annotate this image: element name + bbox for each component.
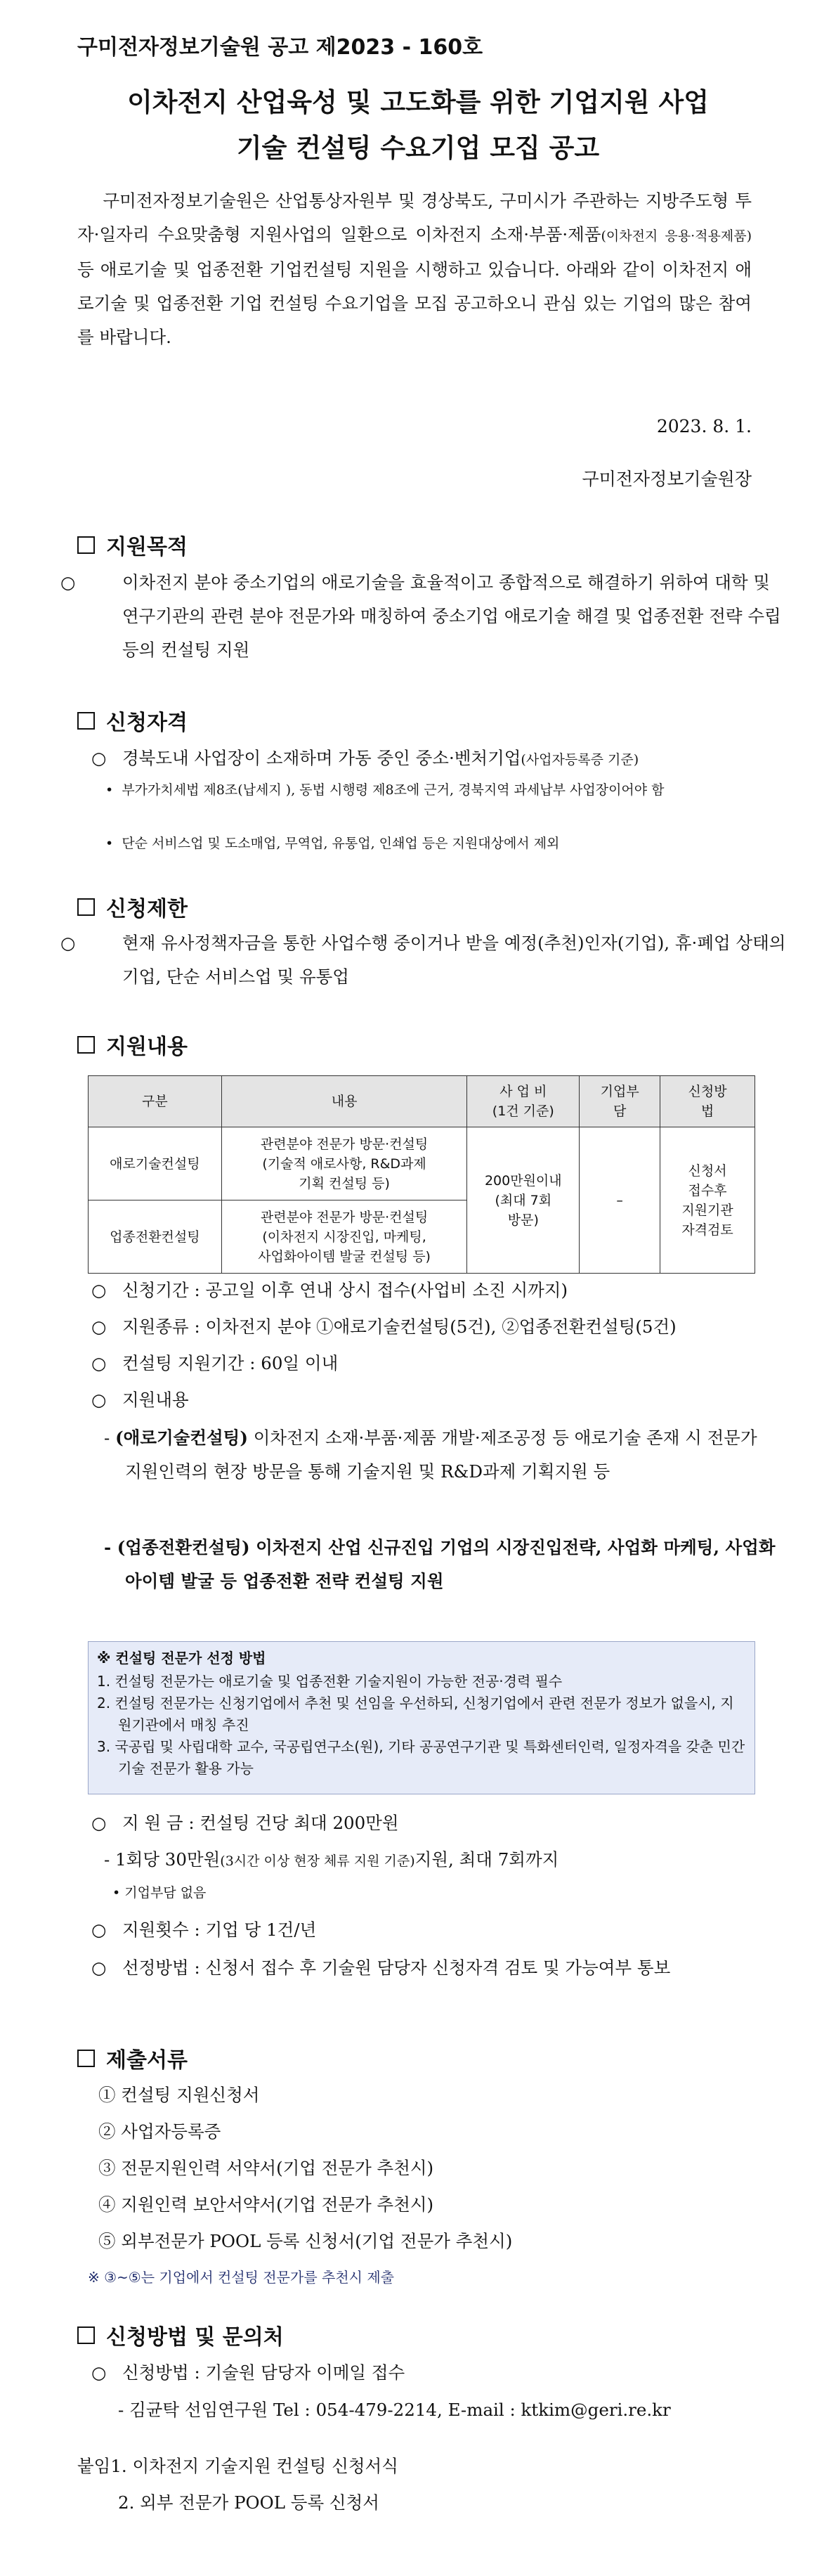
section-contact: [77, 2319, 284, 2350]
issuer-name: 구미전자정보기술원장: [582, 469, 752, 489]
support-item-content: [91, 1383, 759, 1417]
section-documents: [77, 2043, 188, 2073]
support-item-amount: [91, 1806, 759, 1840]
table-cell-burden: –: [580, 1127, 660, 1274]
support-item-text: 신청기간 : 공고일 이후 연내 상시 접수(사업비 소진 시까지): [122, 1280, 568, 1300]
section-purpose: [77, 529, 188, 560]
section-contact-heading: 신청방법 및 문의처: [106, 2325, 284, 2350]
amount-dash: [104, 1843, 757, 1878]
document-item: ⑤ 외부전문가 POOL 등록 신청서(기업 전문가 추천시): [98, 2231, 513, 2251]
support-item-text: 지원종류 : 이차전지 분야 ①애로기술컨설팅(5건), ②업종전환컨설팅(5건): [122, 1316, 677, 1337]
circle-bullet-icon: ○: [91, 1813, 107, 1833]
intro-paragraph: [77, 184, 752, 354]
table-row: [89, 1127, 755, 1200]
attachment-2: 2. 외부 전문가 POOL 등록 신청서: [118, 2492, 379, 2513]
amount-dash-text: - 1회당 30만원: [104, 1849, 221, 1870]
document-item: ② 사업자등록증: [98, 2121, 221, 2142]
circle-bullet-icon: ○: [91, 1280, 107, 1300]
eligibility-note-2-text: 단순 서비스업 및 도소매업, 무역업, 유통업, 인쇄업 등은 지원대상에서 제외: [122, 836, 560, 851]
document-item: ① 컨설팅 지원신청서: [98, 2085, 260, 2105]
dot-bullet-icon: •: [105, 782, 114, 798]
contact-person: - 김균탁 선임연구원 Tel : 054-479-2214, E-mail : ktkim@geri.re.kr: [118, 2400, 671, 2420]
support-table-header-row: [89, 1076, 755, 1127]
amount-dash-small: (3시간 이상 현장 체류 지원 기준): [220, 1853, 415, 1869]
support-item-selection: [91, 1951, 759, 1985]
eligibility-text-small: (사업자등록증 기준): [521, 752, 639, 768]
support-item-duration: [91, 1347, 759, 1380]
table-header-cell: 내용: [221, 1076, 467, 1127]
intro-text-2: 등 애로기술 및 업종전환 기업컨설팅 지원을 시행하고 있습니다. 아래와 같이 이차전지 애로기술 및 업종전환 기업 컨설팅 수요기업을 모집 공고하오니 관심 있는 기업의 많은 참여를 바랍니다.: [77, 259, 752, 347]
support-item-type: [91, 1310, 759, 1344]
checkbox-square-icon: [77, 898, 95, 916]
checkbox-square-icon: [77, 536, 95, 554]
expert-selection-box: [88, 1641, 755, 1794]
notice-date: 2023. 8. 1.: [656, 416, 752, 436]
count-text: 지원횟수 : 기업 당 1건/년: [122, 1920, 317, 1940]
support-item-period: [91, 1274, 759, 1307]
checkbox-square-icon: [77, 1036, 95, 1054]
eligibility-note-1-text: 부가가치세법 제8조(납세지 ), 동법 시행령 제8조에 근거, 경북지역 과세납부 사업장이어야 함: [122, 782, 665, 798]
circle-bullet-icon: ○: [60, 572, 76, 593]
circle-bullet-icon: ○: [91, 1920, 107, 1940]
eligibility-note-2: [105, 831, 752, 855]
dash-1-label: (애로기술컨설팅): [115, 1428, 248, 1448]
section-restriction: [77, 891, 188, 922]
table-header-cell: 신청방 법: [660, 1076, 755, 1127]
document-item: ④ 지원인력 보안서약서(기업 전문가 추천시): [98, 2194, 434, 2215]
circle-bullet-icon: ○: [91, 1316, 107, 1337]
section-eligibility-heading: 신청자격: [106, 711, 188, 735]
method-box-item: 1. 컨설팅 전문가는 애로기술 및 업종전환 기술지원이 가능한 전공·경력 필수: [97, 1673, 563, 1690]
notice-number: 구미전자정보기술원 공고 제2023 - 160호: [77, 35, 483, 60]
dot-bullet-icon: •: [105, 836, 114, 851]
table-cell-method: 신청서 접수후 지원기관 자격검토: [660, 1127, 755, 1274]
support-item-text: 지원내용: [122, 1390, 189, 1410]
table-cell-content: 관련분야 전문가 방문·컨설팅 (이차전지 시장진입, 마케팅, 사업화아이템 발굴 컨설팅 등): [221, 1200, 467, 1274]
amount-dash-rest: 지원, 최대 7회까지: [414, 1849, 559, 1870]
table-header-cell: 기업부 담: [580, 1076, 660, 1127]
section-eligibility: [77, 705, 188, 736]
amount-text: 지 원 금 : 컨설팅 건당 최대 200만원: [122, 1813, 399, 1833]
checkbox-square-icon: [77, 2050, 95, 2067]
method-box-item: 3. 국공립 및 사립대학 교수, 국공립연구소(원), 기타 공공연구기관 및 특화센터인력, 일정자격을 갖춘 민간기술 전문가 활용 가능: [97, 1738, 745, 1777]
checkbox-square-icon: [77, 2326, 95, 2344]
table-cell-content: 관련분야 전문가 방문·컨설팅 (기술적 애로사항, R&D과제 기획 컨설팅 등): [221, 1127, 467, 1200]
contact-method-text: 신청방법 : 기술원 담당자 이메일 접수: [122, 2362, 405, 2383]
circle-bullet-icon: ○: [91, 1353, 107, 1373]
table-cell-category: 애로기술컨설팅: [89, 1127, 222, 1200]
attachment-1: 붙임1. 이차전지 기술지원 컨설팅 신청서식: [77, 2456, 398, 2476]
table-cell-category: 업종전환컨설팅: [89, 1200, 222, 1274]
eligibility-item: [91, 742, 759, 777]
circle-bullet-icon: ○: [91, 1957, 107, 1978]
circle-bullet-icon: ○: [91, 748, 107, 768]
intro-text-1: 구미전자정보기술원은 산업통상자원부 및 경상북도, 구미시가 주관하는 지방주도형 투자·일자리 수요맞춤형 지원사업의 일환으로 이차전지 소재·부품·제품: [77, 190, 752, 245]
circle-bullet-icon: ○: [91, 1390, 107, 1410]
method-box-title: ※ 컨설팅 전문가 선정 방법: [97, 1650, 266, 1666]
restriction-text: 현재 유사정책자금을 통한 사업수행 중이거나 받을 예정(추천)인자(기업), 휴·폐업 상태의 기업, 단순 서비스업 및 유통업: [122, 933, 786, 987]
contact-method: [91, 2356, 759, 2390]
eligibility-text: 경북도내 사업장이 소재하며 가동 중인 중소·벤처기업: [122, 748, 521, 768]
purpose-text: 이차전지 분야 중소기업의 애로기술을 효율적이고 종합적으로 해결하기 위하여 대학 및 연구기관의 관련 분야 전문가와 매칭하여 중소기업 애로기술 해결 및 업종전환 전략 수립 등의 컨설팅 지원: [122, 572, 781, 660]
title-line-2: 기술 컨설팅 수요기업 모집 공고: [236, 133, 600, 163]
title-line-1: 이차전지 산업육성 및 고도화를 위한 기업지원 사업: [127, 87, 709, 117]
support-dash-1: - (애로기술컨설팅) 이차전지 소재·부품·제품 개발·제조공정 등 애로기술 존재 시 전문가 지원인력의 현장 방문을 통해 기술지원 및 R&D과제 기획지원 등: [104, 1428, 757, 1482]
documents-note: ※ ③~⑤는 기업에서 컨설팅 전문가를 추천시 제출: [88, 2269, 394, 2286]
section-support: [77, 1029, 188, 1060]
purpose-item: [60, 566, 790, 667]
table-cell-cost: 200만원이내 (최대 7회 방문): [467, 1127, 580, 1274]
circle-bullet-icon: ○: [91, 2362, 107, 2383]
dash-1-text: 이차전지 소재·부품·제품 개발·제조공정 등 애로기술 존재 시 전문가 지원인력의 현장 방문을 통해 기술지원 및 R&D과제 기획지원 등: [125, 1428, 757, 1482]
table-header-cell: 사 업 비 (1건 기준): [467, 1076, 580, 1127]
section-support-heading: 지원내용: [106, 1035, 188, 1059]
circle-bullet-icon: ○: [60, 933, 76, 953]
document-item: ③ 전문지원인력 서약서(기업 전문가 추천시): [98, 2158, 434, 2178]
support-item-text: 컨설팅 지원기간 : 60일 이내: [122, 1353, 339, 1373]
section-restriction-heading: 신청제한: [106, 897, 188, 921]
eligibility-note-1: [105, 778, 770, 802]
section-documents-heading: 제출서류: [106, 2048, 188, 2073]
selection-text: 선정방법 : 신청서 접수 후 기술원 담당자 신청자격 검토 및 가능여부 통보: [122, 1957, 671, 1978]
amount-note: • 기업부담 없음: [112, 1885, 207, 1901]
intro-text-small: (이차전지 응용·적용제품): [601, 228, 752, 244]
table-header-cell: 구분: [89, 1076, 222, 1127]
support-item-count: [91, 1913, 759, 1947]
checkbox-square-icon: [77, 712, 95, 730]
method-box-item: 2. 컨설팅 전문가는 신청기업에서 추천 및 선임을 우선하되, 신청기업에서 관련 전문가 정보가 없을시, 지원기관에서 매칭 추진: [97, 1695, 734, 1733]
restriction-item: [60, 926, 790, 994]
section-purpose-heading: 지원목적: [106, 535, 188, 559]
support-dash-2: - (업종전환컨설팅) 이차전지 산업 신규진입 기업의 시장진입전략, 사업화 마케팅, 사업화 아이템 발굴 등 업종전환 전략 컨설팅 지원: [104, 1537, 776, 1591]
support-table: [88, 1075, 755, 1274]
